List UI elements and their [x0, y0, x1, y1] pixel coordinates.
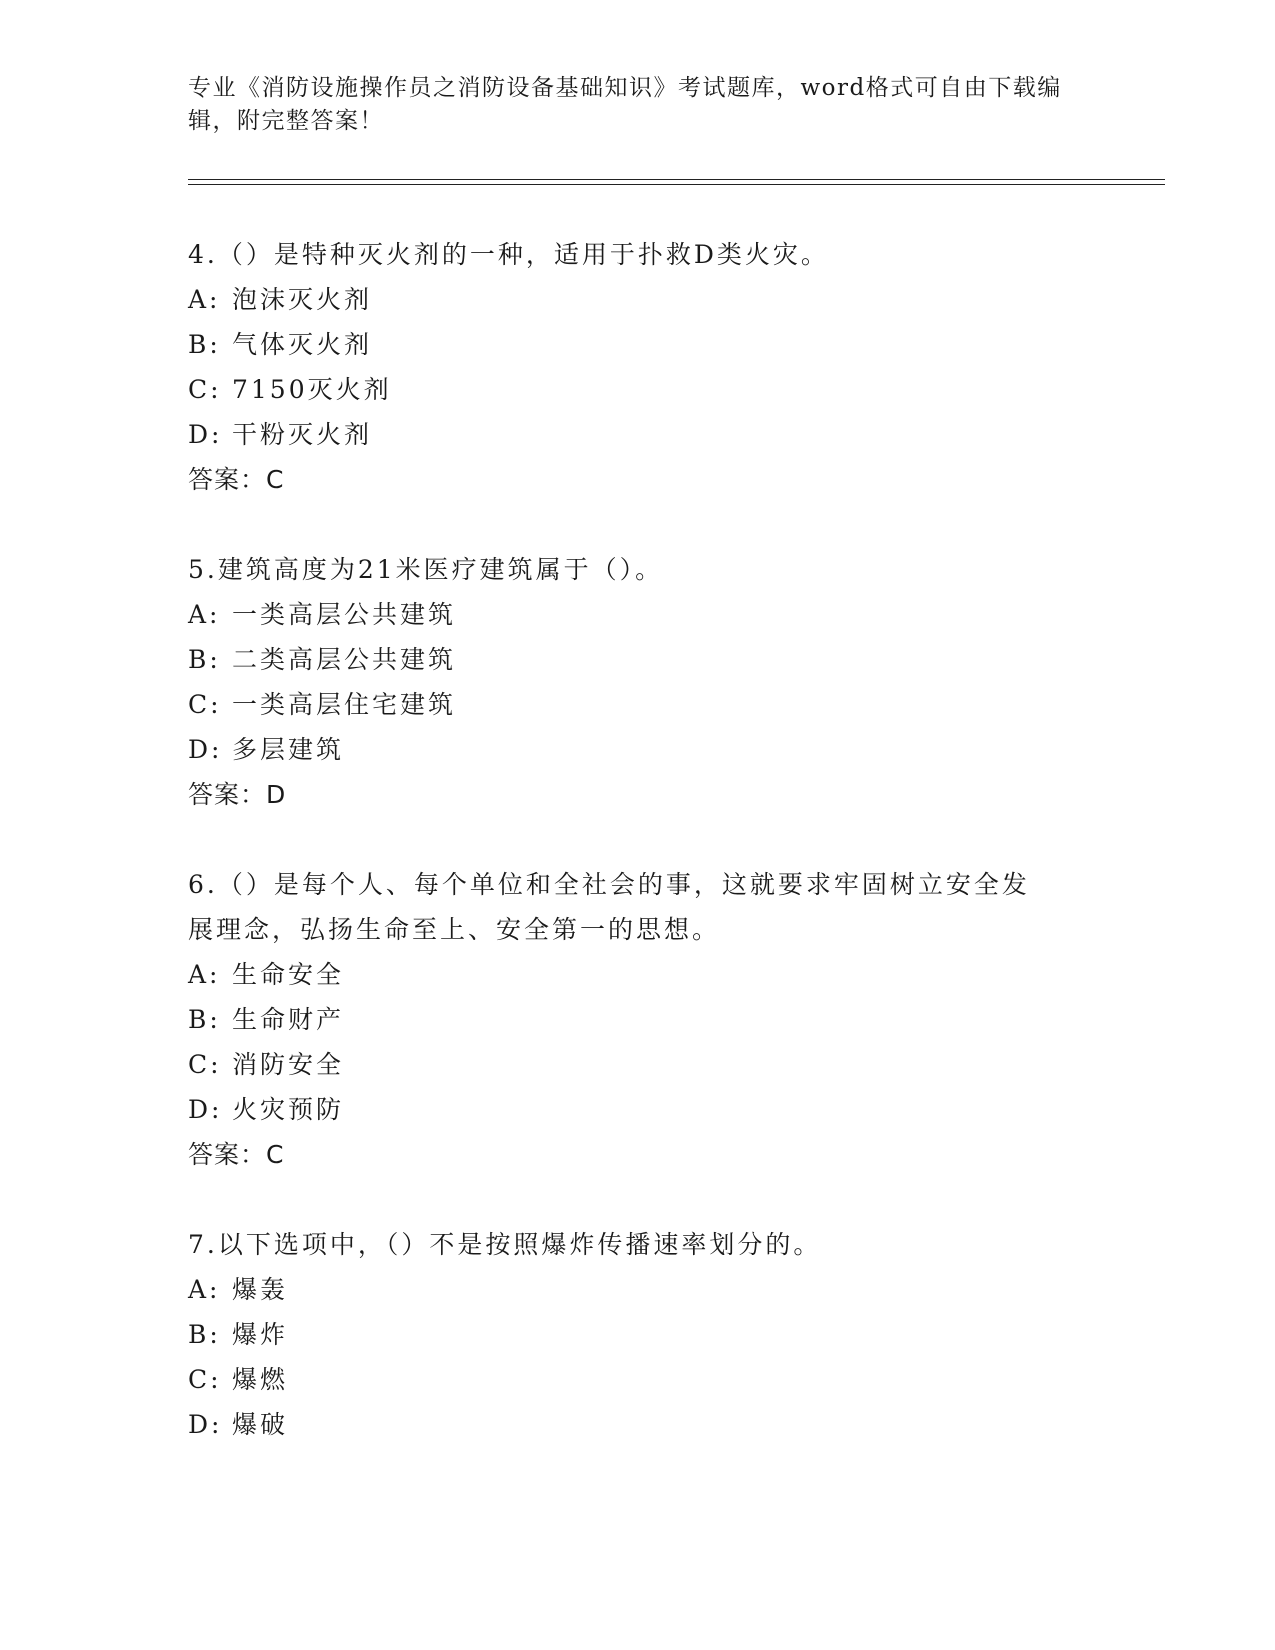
question-7-option-d: D: 爆破 [188, 1410, 289, 1439]
question-6-stem-line-2: 展理念，弘扬生命至上、安全第一的思想。 [188, 915, 721, 944]
question-4-option-d: D: 干粉灭火剂 [188, 420, 373, 449]
question-4-answer: 答案：C [188, 465, 285, 494]
question-6-option-b: B: 生命财产 [188, 1005, 345, 1034]
question-6-option-c: C: 消防安全 [188, 1050, 345, 1079]
question-5-answer: 答案：D [188, 780, 287, 809]
header-divider-bottom [188, 184, 1165, 185]
question-4-stem: 4.（）是特种灭火剂的一种，适用于扑救D类火灾。 [188, 240, 829, 269]
question-4-option-a: A: 泡沫灭火剂 [188, 285, 373, 314]
question-4-option-b: B: 气体灭火剂 [188, 330, 373, 359]
question-7-option-a: A: 爆轰 [188, 1275, 289, 1304]
question-7-option-b: B: 爆炸 [188, 1320, 289, 1349]
question-6-option-d: D: 火灾预防 [188, 1095, 345, 1124]
question-7-option-c: C: 爆燃 [188, 1365, 289, 1394]
question-6-answer: 答案：C [188, 1140, 285, 1169]
question-6-stem-line-1: 6.（）是每个人、每个单位和全社会的事，这就要求牢固树立安全发 [188, 870, 1030, 899]
question-5-option-a: A: 一类高层公共建筑 [188, 600, 457, 629]
question-5-stem: 5.建筑高度为21米医疗建筑属于（）。 [188, 555, 664, 584]
question-6-option-a: A: 生命安全 [188, 960, 345, 989]
question-5-option-c: C: 一类高层住宅建筑 [188, 690, 457, 719]
question-5-option-b: B: 二类高层公共建筑 [188, 645, 457, 674]
question-7-stem: 7.以下选项中，（）不是按照爆炸传播速率划分的。 [188, 1230, 822, 1259]
question-5-option-d: D: 多层建筑 [188, 735, 345, 764]
header-divider-top [188, 179, 1165, 180]
question-4-option-c: C: 7150灭火剂 [188, 375, 392, 404]
document-header: 专业《消防设施操作员之消防设备基础知识》考试题库，word格式可自由下载编辑，附完整答案！ [188, 75, 1062, 134]
